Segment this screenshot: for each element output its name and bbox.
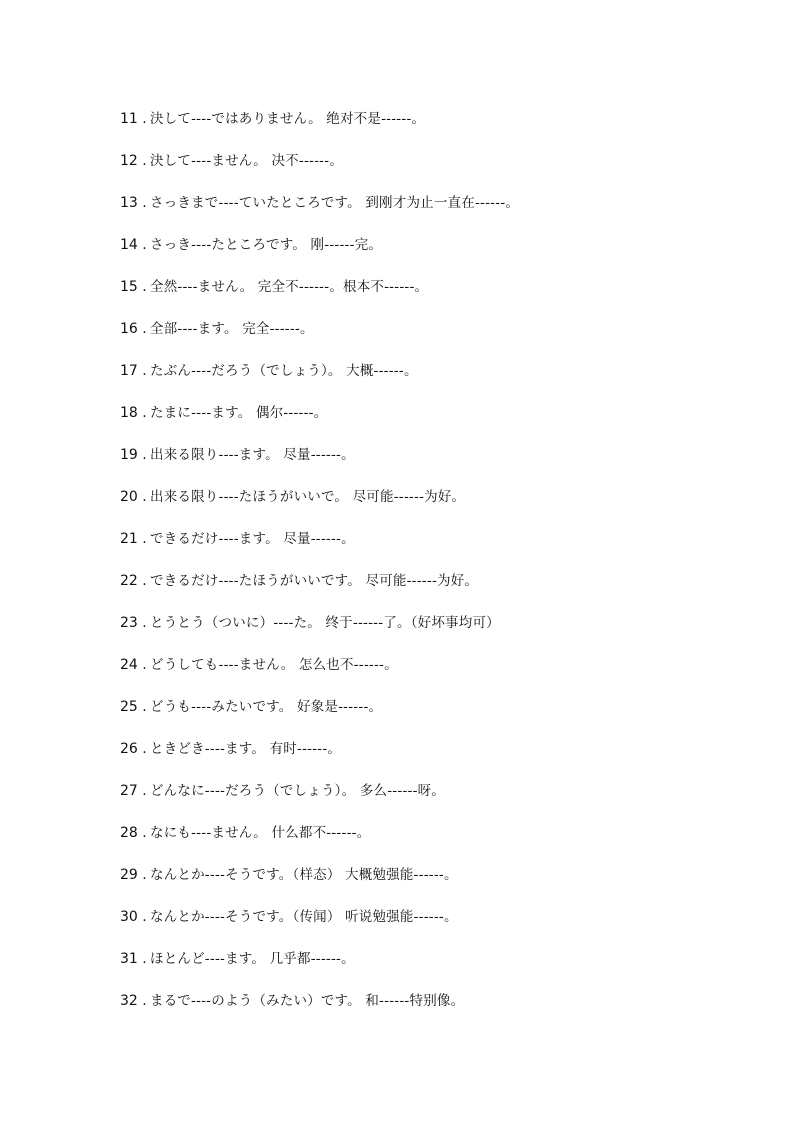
list-item xyxy=(120,779,760,821)
entry-number: 28 . xyxy=(120,825,147,841)
entry-text: なんとか----そうです。（传闻） 听说勉强能------。 xyxy=(150,909,458,925)
entry-text: まるで----のよう（みたい）です。 和------特别像。 xyxy=(150,993,465,1009)
entry-number: 26 . xyxy=(120,741,147,757)
entry-text: なにも----ません。 什么都不------。 xyxy=(150,825,371,841)
entry-number: 19 . xyxy=(120,447,147,463)
entry-text: どんなに----だろう（でしょう）。 多么------呀。 xyxy=(150,783,446,799)
entry-number: 20 . xyxy=(120,489,147,505)
grammar-pattern-list xyxy=(120,107,760,1031)
entry-text: できるだけ----ます。 尽量------。 xyxy=(150,531,355,547)
entry-number: 11 . xyxy=(120,111,147,127)
entry-number: 24 . xyxy=(120,657,147,673)
list-item xyxy=(120,653,760,695)
entry-number: 12 . xyxy=(120,153,147,169)
list-item xyxy=(120,821,760,863)
entry-text: 全然----ません。 完全不------。根本不------。 xyxy=(150,279,429,295)
entry-number: 21 . xyxy=(120,531,147,547)
entry-text: ときどき----ます。 有时------。 xyxy=(150,741,342,757)
list-item xyxy=(120,695,760,737)
entry-text: 出来る限り----たほうがいいで。 尽可能------为好。 xyxy=(150,489,466,505)
list-item xyxy=(120,233,760,275)
entry-text: ほとんど----ます。 几乎都------。 xyxy=(150,951,355,967)
entry-text: 決して----ません。 决不------。 xyxy=(150,153,344,169)
list-item xyxy=(120,947,760,989)
list-item xyxy=(120,569,760,611)
entry-text: 決して----ではありません。 绝对不是------。 xyxy=(150,111,426,127)
entry-number: 17 . xyxy=(120,363,147,379)
list-item xyxy=(120,107,760,149)
list-item xyxy=(120,275,760,317)
entry-text: できるだけ----たほうがいいです。 尽可能------为好。 xyxy=(150,573,479,589)
entry-text: たまに----ます。 偶尔------。 xyxy=(150,405,328,421)
entry-text: 全部----ます。 完全------。 xyxy=(150,321,314,337)
entry-text: どうしても----ません。 怎么也不------。 xyxy=(150,657,398,673)
list-item xyxy=(120,443,760,485)
list-item xyxy=(120,863,760,905)
entry-number: 18 . xyxy=(120,405,147,421)
list-item xyxy=(120,989,760,1031)
entry-text: たぶん----だろう（でしょう）。 大概------。 xyxy=(150,363,418,379)
entry-text: とうとう（ついに）----た。 终于------了。（好坏事均可） xyxy=(150,615,500,631)
entry-number: 23 . xyxy=(120,615,147,631)
entry-text: さっき----たところです。 刚------完。 xyxy=(150,237,383,253)
entry-number: 27 . xyxy=(120,783,147,799)
entry-number: 13 . xyxy=(120,195,147,211)
entry-number: 15 . xyxy=(120,279,147,295)
list-item xyxy=(120,359,760,401)
list-item xyxy=(120,611,760,653)
entry-number: 29 . xyxy=(120,867,147,883)
entry-number: 14 . xyxy=(120,237,147,253)
entry-number: 22 . xyxy=(120,573,147,589)
list-item xyxy=(120,401,760,443)
list-item xyxy=(120,317,760,359)
list-item xyxy=(120,191,760,233)
entry-text: どうも----みたいです。 好象是------。 xyxy=(150,699,383,715)
entry-number: 32 . xyxy=(120,993,147,1009)
entry-text: 出来る限り----ます。 尽量------。 xyxy=(150,447,355,463)
list-item xyxy=(120,905,760,947)
list-item xyxy=(120,737,760,779)
entry-number: 25 . xyxy=(120,699,147,715)
entry-text: さっきまで----ていたところです。 到刚才为止一直在------。 xyxy=(150,195,520,211)
entry-number: 30 . xyxy=(120,909,147,925)
list-item xyxy=(120,485,760,527)
entry-number: 31 . xyxy=(120,951,147,967)
entry-text: なんとか----そうです。（样态） 大概勉强能------。 xyxy=(150,867,458,883)
list-item xyxy=(120,149,760,191)
list-item xyxy=(120,527,760,569)
entry-number: 16 . xyxy=(120,321,147,337)
